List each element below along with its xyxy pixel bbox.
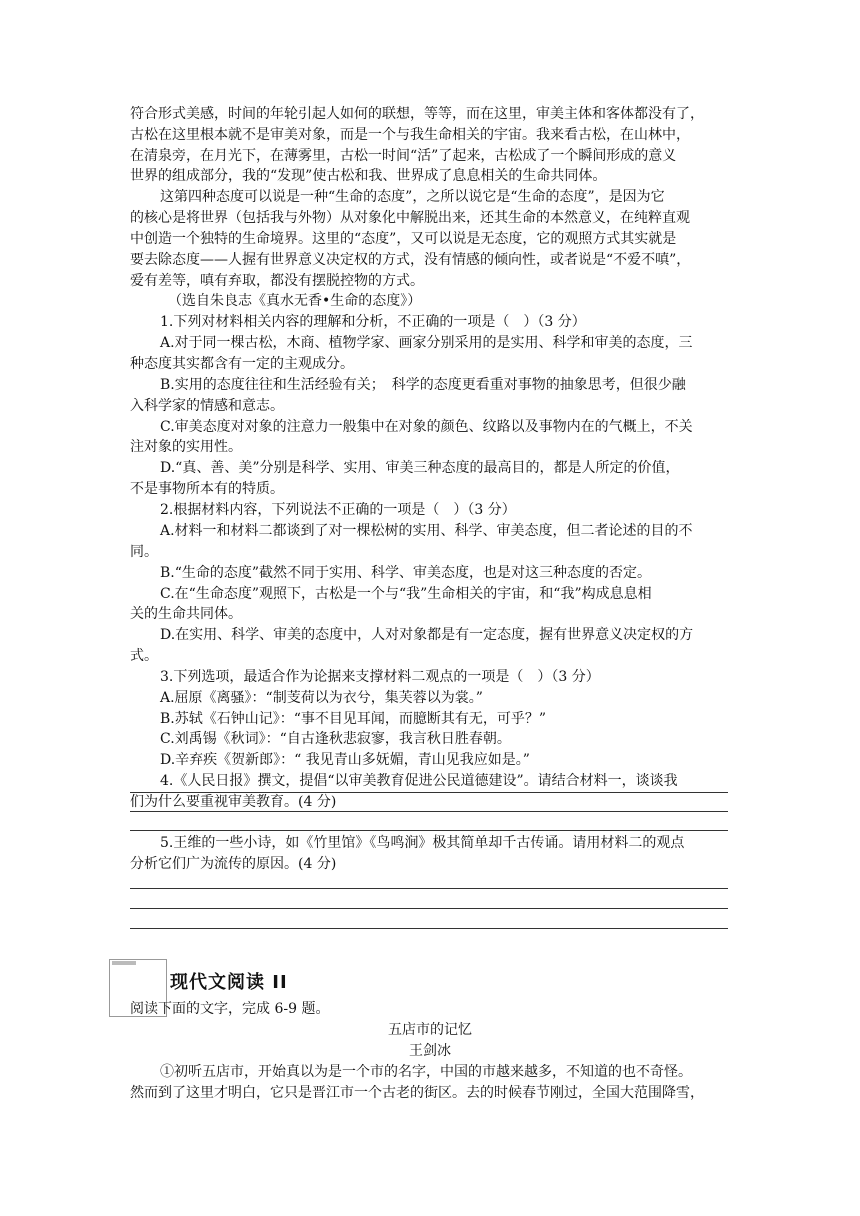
text-line: 世界的组成部分，我的“发现”使古松和我、世界成了息息相关的生命共同体。 xyxy=(130,168,607,184)
source-citation: （选自朱良志《真水无香•生命的态度》） xyxy=(168,293,422,309)
text-line: 爱有差等，嗔有弃取，都没有摆脱控物的方式。 xyxy=(130,273,424,289)
section-instruction: 阅读下面的文字，完成 6-9 题。 xyxy=(130,1001,330,1017)
text-line: 同。 xyxy=(130,544,158,560)
question-3: 3.下列选项，最适合作为论据来支撑材料二观点的一项是（ ）（3 分） xyxy=(160,669,600,685)
question-2: 2.根据材料内容，下列说法不正确的一项是（ ）（3 分） xyxy=(160,502,516,518)
answer-line xyxy=(130,928,728,929)
section-title: 现代文阅读 II xyxy=(170,972,288,993)
question-2-option-d: D.在实用、科学、审美的态度中，人对对象都是有一定态度，握有世界意义决定权的方 xyxy=(160,627,694,643)
question-1-option-d: D.“真、善、美”分别是科学、实用、审美三种态度的最高目的，都是人所定的价值， xyxy=(160,460,680,476)
question-1-option-b: B.实用的态度往往和生活经验有关； 科学的态度更看重对事物的抽象思考，但很少融 xyxy=(160,377,686,393)
question-1-option-c: C.审美态度对对象的注意力一般集中在对象的颜色、纹路以及事物内在的气概上，不关 xyxy=(160,419,693,435)
text-line: 古松在这里根本就不是审美对象，而是一个与我生命相关的宇宙。我来看古松，在山林中， xyxy=(130,127,690,143)
question-1-option-a: A.对于同一棵古松，木商、植物学家、画家分别采用的是实用、科学和审美的态度，三 xyxy=(160,335,693,351)
article-paragraph: ①初听五店市，开始真以为是一个市的名字，中国的市越来越多，不知道的也不奇怪。 xyxy=(160,1064,692,1080)
question-2-option-a: A.材料一和材料二都谈到了对一棵松树的实用、科学、审美态度，但二者论述的目的不 xyxy=(160,523,693,539)
text-line: 这第四种态度可以说是一种“生命的态度”，之所以说它是“生命的态度”，是因为它 xyxy=(160,189,665,205)
text-line: 中创造一个独特的生命境界。这里的“态度”，又可以说是无态度，它的观照方式其实就是 xyxy=(130,231,677,247)
question-3-option-b: B.苏轼《石钟山记》：“事不目见耳闻，而臆断其有无，可乎？” xyxy=(160,711,547,727)
answer-line xyxy=(130,792,728,793)
text-line: 关的生命共同体。 xyxy=(130,606,242,622)
article-paragraph: 然而到了这里才明白，它只是晋江市一个古老的街区。去的时候春节刚过，全国大范围降雪， xyxy=(130,1085,704,1101)
text-line: 注对象的实用性。 xyxy=(130,439,242,455)
question-2-option-c: C.在“生命态度”观照下，古松是一个与“我”生命相关的宇宙，和“我”构成息息相 xyxy=(160,586,652,602)
text-line: 种态度其实都含有一定的主观成分。 xyxy=(130,356,354,372)
answer-line xyxy=(130,888,728,889)
text-line: 入科学家的情感和意志。 xyxy=(130,398,284,414)
text-line: 们为什么要重视审美教育。(4 分) xyxy=(130,794,337,810)
article-title: 五店市的记忆 xyxy=(388,1022,472,1038)
answer-line xyxy=(130,830,728,831)
text-line: 分析它们广为流传的原因。(4 分) xyxy=(130,856,337,872)
answer-line xyxy=(130,811,728,812)
question-3-option-d: D.辛弃疾《贺新郎》：“ 我见青山多妩媚，青山见我应如是。” xyxy=(160,752,530,768)
question-4: 4.《人民日报》撰文，提倡“以审美教育促进公民道德建设”。请结合材料一，谈谈我 xyxy=(160,773,678,789)
text-line: 式。 xyxy=(130,648,158,664)
article-author: 王剑冰 xyxy=(409,1043,451,1059)
text-line: 的核心是将世界（包括我与外物）从对象化中解脱出来，还其生命的本然意义，在纯粹直观 xyxy=(130,210,690,226)
text-line: 不是事物所本有的特质。 xyxy=(130,481,284,497)
answer-line xyxy=(130,908,728,909)
question-5: 5.王维的一些小诗，如《竹里馆》《鸟鸣涧》极其简单却千古传诵。请用材料二的观点 xyxy=(160,835,685,851)
text-line: 要去除态度——人握有世界意义决定权的方式，没有情感的倾向性，或者说是“不爱不嗔”， xyxy=(130,252,691,268)
question-3-option-c: C.刘禹锡《秋词》：“自古逢秋悲寂寥，我言秋日胜春朝。 xyxy=(160,731,511,747)
question-3-option-a: A.屈原《离骚》：“制芰荷以为衣兮，集芙蓉以为裳。” xyxy=(160,690,483,706)
text-line: 在清泉旁，在月光下，在薄雾里，古松一时间“活”了起来，古松成了一个瞬间形成的意义 xyxy=(130,148,677,164)
question-1: 1.下列对材料相关内容的理解和分析，不正确的一项是（ ）（3 分） xyxy=(160,314,586,330)
text-line: 符合形式美感，时间的年轮引起人如何的联想，等等，而在这里，审美主体和客体都没有了， xyxy=(130,106,704,122)
question-2-option-b: B.“生命的态度”截然不同于实用、科学、审美态度，也是对这三种态度的否定。 xyxy=(160,565,652,581)
